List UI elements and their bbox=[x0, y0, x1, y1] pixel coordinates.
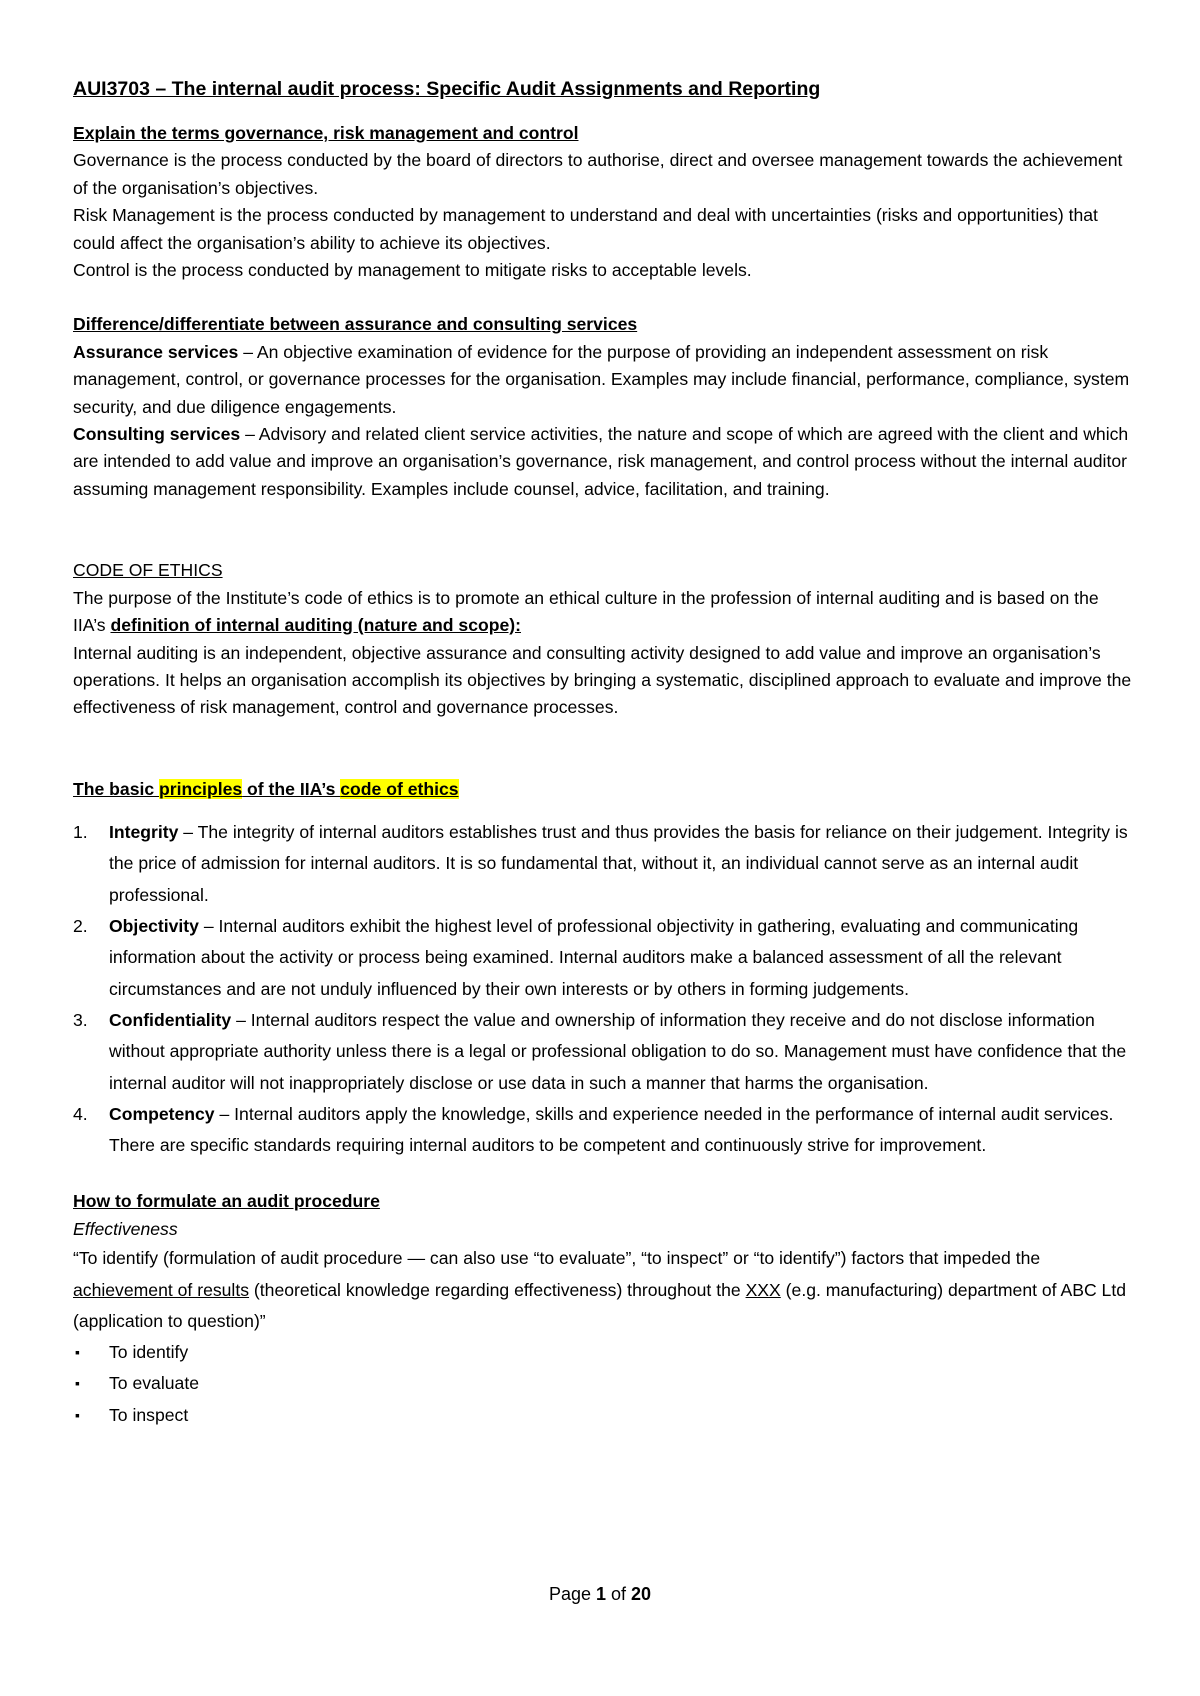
document-title: AUI3703 – The internal audit process: Specific Audit Assignments and Reporting bbox=[73, 78, 821, 100]
paragraph-assurance-services bbox=[73, 339, 1133, 421]
principle-text: – Internal auditors respect the value and ownership of information they receive and do not disclose information without appropriate authority unless there is a legal or professional obligation to do so. Management must have confidence that the internal auditor will not inappropriately disclose or use data in such a manner that harms the organisation. bbox=[109, 1009, 1127, 1093]
section-heading-code-of-ethics: CODE OF ETHICS bbox=[73, 560, 223, 581]
list-number: 2. bbox=[73, 916, 88, 937]
list-item-objectivity bbox=[73, 911, 1133, 1005]
page-total: 20 bbox=[631, 1584, 652, 1604]
document-content bbox=[73, 74, 1133, 1431]
term-consulting-services: Consulting services bbox=[73, 424, 241, 445]
page-footer bbox=[0, 1584, 1200, 1605]
bullet-text: To evaluate bbox=[109, 1373, 199, 1394]
square-bullet-icon: ▪ bbox=[75, 1406, 80, 1423]
page-number: 1 bbox=[595, 1584, 606, 1604]
principle-term: Confidentiality bbox=[109, 1009, 232, 1030]
list-number: 3. bbox=[73, 1009, 88, 1030]
principle-text: – The integrity of internal auditors establishes trust and thus provides the basis for reliance on their judgement. Integrity is the price of admission for internal auditors. It is so fundamental that, without it, an individual cannot serve as an internal audit professional. bbox=[109, 822, 1128, 905]
principle-text: – Internal auditors apply the knowledge, skills and experience needed in the performance of internal audit services. There are specific standards requiring internal auditors to be competent and continuously strive for improvement. bbox=[109, 1103, 1114, 1156]
term-assurance-services: Assurance services bbox=[73, 341, 239, 362]
example-text: “To identify (formulation of audit procedure — can also use “to evaluate”, “to inspect” or “to identify”) factors that impeded the bbox=[73, 1248, 1041, 1269]
spacer bbox=[73, 722, 1133, 776]
section-heading-basic-principles bbox=[73, 776, 1133, 803]
underlined-achievement-of-results: achievement of results bbox=[73, 1279, 250, 1300]
underlined-xxx: XXX bbox=[745, 1279, 781, 1300]
paragraph-consulting-services bbox=[73, 421, 1133, 503]
paragraph-code-purpose bbox=[73, 585, 1133, 640]
spacer bbox=[73, 503, 1133, 557]
example-text: (theoretical knowledge regarding effectiveness) throughout the bbox=[249, 1279, 746, 1300]
section-heading-audit-procedure: How to formulate an audit procedure bbox=[73, 1191, 380, 1212]
definition-internal-auditing-label: definition of internal auditing (nature and scope): bbox=[110, 615, 521, 636]
list-item bbox=[73, 1337, 1133, 1368]
paragraph-internal-auditing-definition: Internal auditing is an independent, objective assurance and consulting activity designed to add value and improve an organisation’s operations. It helps an organisation accomplish its objectives by bringing a systematic, disciplined approach to evaluate and improve the effectiveness of risk management, control and governance processes. bbox=[73, 642, 1132, 718]
section-heading-assurance-consulting: Difference/differentiate between assurance and consulting services bbox=[73, 314, 638, 335]
heading-part: of the IIA’s bbox=[242, 778, 341, 799]
paragraph-governance: Governance is the process conducted by the board of directors to authorise, direct and oversee management towards the achievement of the organisation’s objectives. bbox=[73, 150, 1123, 198]
consulting-definition: – Advisory and related client service activities, the nature and scope of which are agreed with the client and which are intended to add value and improve an organisation’s governance, risk management, and control process without the internal auditor assuming management responsibility. Examples include counsel, advice, facilitation, and training. bbox=[73, 424, 1129, 499]
principles-list bbox=[73, 817, 1133, 1161]
bullet-text: To identify bbox=[109, 1342, 189, 1363]
list-item bbox=[73, 1400, 1133, 1431]
square-bullet-icon: ▪ bbox=[75, 1375, 80, 1392]
procedure-verbs-list bbox=[73, 1337, 1133, 1431]
principle-term: Integrity bbox=[109, 822, 179, 843]
assurance-definition: – An objective examination of evidence for the purpose of providing an independent assessment on risk management, control, or governance processes for the organisation. Examples may include financial, performance, compliance, system security, and due diligence engagements. bbox=[73, 341, 1130, 417]
list-item-integrity bbox=[73, 817, 1133, 911]
spacer bbox=[73, 284, 1133, 311]
paragraph-risk-management: Risk Management is the process conducted by management to understand and deal with uncertainties (risks and opportunities) that could affect the organisation’s ability to achieve its objectives. bbox=[73, 205, 1098, 253]
subheading-effectiveness: Effectiveness bbox=[73, 1218, 178, 1239]
principle-text: – Internal auditors exhibit the highest level of professional objectivity in gathering, evaluating and communicating information about the activity or process being examined. Internal auditors make a balanced assessment of all the relevant circumstances and are not unduly influenced by their own interests or by others in forming judgements. bbox=[109, 916, 1079, 999]
section-heading-governance: Explain the terms governance, risk management and control bbox=[73, 123, 579, 143]
principle-term: Objectivity bbox=[109, 916, 199, 937]
paragraph-control: Control is the process conducted by management to mitigate risks to acceptable levels. bbox=[73, 260, 752, 281]
spacer bbox=[73, 1161, 1133, 1188]
highlight-principles: principles bbox=[159, 778, 243, 799]
highlight-code-of-ethics: code of ethics bbox=[340, 778, 459, 799]
list-number: 4. bbox=[73, 1103, 88, 1124]
list-item bbox=[73, 1368, 1133, 1399]
page-of-label: of bbox=[606, 1584, 632, 1604]
heading-part: The basic bbox=[73, 778, 160, 799]
square-bullet-icon: ▪ bbox=[75, 1344, 80, 1361]
list-number: 1. bbox=[73, 822, 88, 843]
principle-term: Competency bbox=[109, 1103, 215, 1124]
page-label: Page bbox=[548, 1584, 596, 1604]
paragraph-audit-procedure-example bbox=[73, 1243, 1133, 1337]
list-item-confidentiality bbox=[73, 1005, 1133, 1099]
list-item-competency bbox=[73, 1099, 1133, 1162]
example-text: (e.g. manufacturing) department of ABC Ltd (application to question)” bbox=[73, 1279, 1126, 1331]
code-purpose-text: The purpose of the Institute’s code of ethics is to promote an ethical culture in the profession of internal auditing and is based on the IIA’s bbox=[73, 587, 1099, 636]
bullet-text: To inspect bbox=[109, 1404, 189, 1425]
